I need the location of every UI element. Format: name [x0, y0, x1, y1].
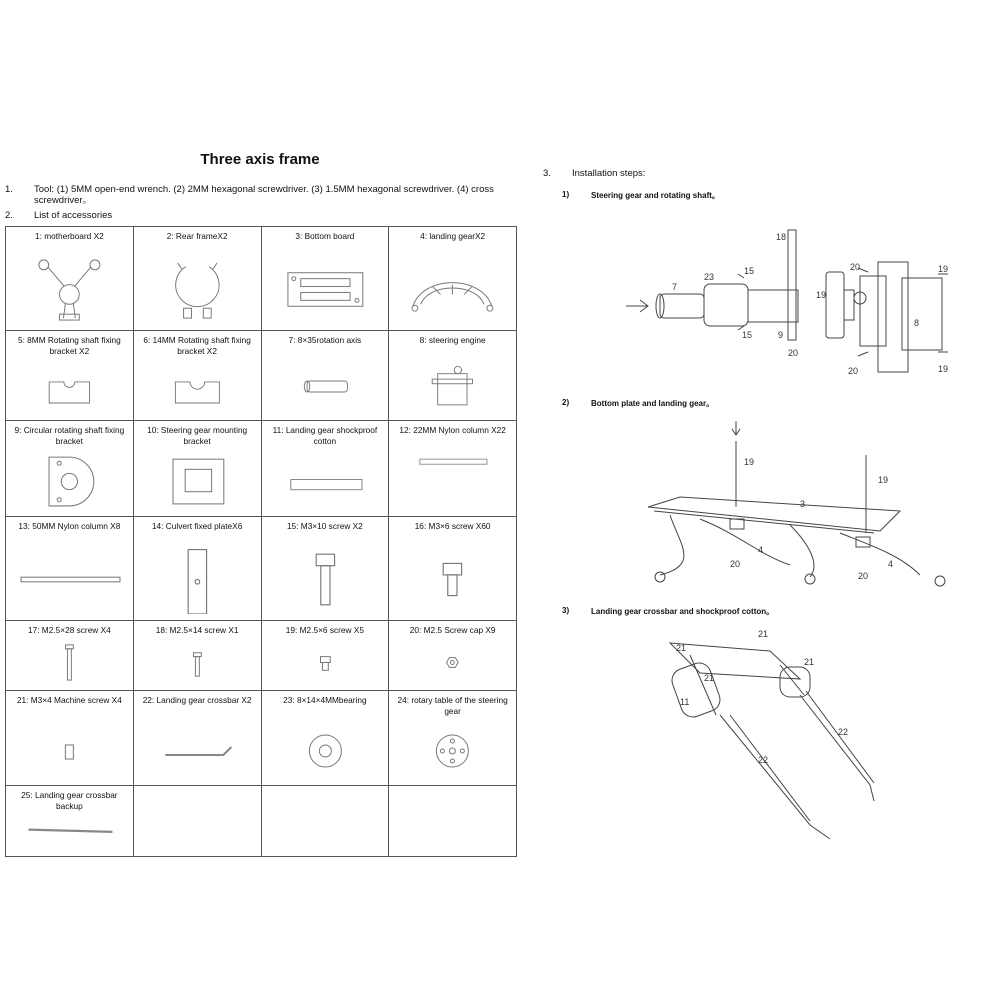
part-cell	[389, 421, 517, 517]
part-cell	[389, 621, 517, 691]
culvert-plate-drawing	[134, 545, 261, 614]
part-caption: 15: M3×10 screw X2	[286, 521, 363, 531]
part-cell	[6, 691, 134, 786]
part-caption: 4: landing gearX2	[420, 231, 486, 241]
shaft-bracket-14mm-drawing	[134, 359, 261, 414]
callout: 11	[680, 697, 690, 707]
part-cell	[133, 691, 261, 786]
bottom-board-drawing	[262, 255, 389, 324]
callout: 19	[878, 475, 889, 485]
callout: 19	[744, 457, 755, 467]
screw-m3x6-drawing	[389, 545, 516, 614]
part-caption	[262, 786, 389, 790]
callout: 23	[704, 272, 715, 282]
part-cell	[261, 421, 389, 517]
callout: 20	[858, 571, 869, 581]
crossbar-cotton-diagram	[660, 625, 880, 850]
part-caption: 3: Bottom board	[295, 231, 355, 241]
steering-mount-bracket-drawing	[134, 449, 261, 510]
part-cell	[261, 621, 389, 691]
part-caption: 16: M3×6 screw X60	[414, 521, 491, 531]
installation-heading: Installation steps:	[572, 168, 646, 179]
page-title: Three axis frame	[200, 151, 320, 168]
part-caption: 14: Culvert fixed plateX6	[151, 521, 243, 531]
tools-text: Tool: (1) 5MM open-end wrench. (2) 2MM hexagonal screwdriver. (3) 1.5MM hexagonal screwdriver. (4) cross screwdriver。	[34, 184, 494, 206]
part-caption: 20: M2.5 Screw cap X9	[409, 625, 496, 635]
list-heading: List of accessories	[34, 210, 113, 221]
part-caption: 10: Steering gear mounting bracket	[147, 425, 248, 446]
callout: 4	[758, 545, 764, 555]
part-caption: 9: Circular rotating shaft fixing bracket	[14, 425, 125, 446]
intro-num-2: 2.	[5, 210, 13, 221]
part-cell	[389, 691, 517, 786]
screw-m25x28-drawing	[6, 641, 133, 684]
part-cell	[261, 786, 389, 857]
part-cell	[133, 786, 261, 857]
part-caption: 13: 50MM Nylon column X8	[18, 521, 121, 531]
part-cell	[133, 421, 261, 517]
rotary-table-drawing	[389, 719, 516, 779]
callout: 3	[800, 499, 806, 509]
bottom-plate-diagram	[640, 415, 960, 595]
callout: 20	[788, 348, 799, 358]
screw-m25x6-drawing	[262, 641, 389, 684]
part-caption: 2: Rear frameX2	[166, 231, 228, 241]
callout: 9	[778, 330, 784, 340]
accessories-table	[5, 226, 517, 857]
part-cell	[261, 517, 389, 621]
step-3-num: 3)	[562, 606, 570, 615]
callout: 7	[672, 282, 678, 292]
callout: 20	[730, 559, 741, 569]
part-caption: 6: 14MM Rotating shaft fixing bracket X2	[143, 335, 251, 356]
part-caption: 24: rotary table of the steering gear	[397, 695, 508, 716]
part-caption	[134, 786, 261, 790]
part-caption: 19: M2.5×6 screw X5	[285, 625, 364, 635]
screw-m25x14-drawing	[134, 641, 261, 684]
shockproof-cotton-drawing	[262, 449, 389, 510]
part-caption: 7: 8×35rotation axis	[288, 335, 362, 345]
part-caption: 5: 8MM Rotating shaft fixing bracket X2	[17, 335, 121, 356]
part-caption: 17: M2.5×28 screw X4	[27, 625, 111, 635]
part-caption: 25: Landing gear crossbar backup	[21, 790, 118, 811]
part-cell	[6, 786, 134, 857]
landing-gear-drawing	[389, 255, 516, 324]
part-caption: 23: 8×14×4MMbearing	[283, 695, 367, 705]
part-caption: 1: motherboard X2	[35, 231, 104, 241]
part-cell	[6, 517, 134, 621]
shaft-bracket-8mm-drawing	[6, 359, 133, 414]
callout: 21	[676, 643, 687, 653]
step-3-title: Landing gear crossbar and shockproof cotton。	[591, 607, 775, 616]
callout: 15	[742, 330, 753, 340]
part-caption: 12: 22MM Nylon column X22	[399, 425, 506, 435]
callout: 19	[816, 290, 827, 300]
part-cell	[133, 331, 261, 421]
part-cell	[261, 331, 389, 421]
callout: 19	[938, 264, 949, 274]
nylon-column-50mm-drawing	[6, 545, 133, 614]
part-cell	[389, 517, 517, 621]
step-2-num: 2)	[562, 398, 570, 407]
part-caption: 11: Landing gear shockproof cotton	[272, 425, 378, 446]
callout: 20	[848, 366, 859, 376]
callout: 4	[888, 559, 894, 569]
screw-m3x10-drawing	[262, 545, 389, 614]
part-cell	[389, 331, 517, 421]
part-cell	[6, 331, 134, 421]
callout: 19	[938, 364, 949, 374]
part-cell	[261, 691, 389, 786]
callout: 20	[850, 262, 861, 272]
steering-engine-drawing	[389, 359, 516, 414]
step-2-title: Bottom plate and landing gear。	[591, 399, 715, 408]
callout: 21	[758, 629, 769, 639]
callout: 22	[758, 755, 769, 765]
callout: 22	[838, 727, 849, 737]
screw-cap-drawing	[389, 641, 516, 684]
part-cell	[133, 621, 261, 691]
step-1-num: 1)	[562, 190, 570, 199]
bearing-drawing	[262, 719, 389, 779]
part-caption: 8: steering engine	[419, 335, 486, 345]
part-cell	[6, 421, 134, 517]
part-caption: 21: M3×4 Machine screw X4	[16, 695, 122, 705]
crossbar-backup-drawing	[6, 816, 133, 850]
part-cell	[6, 621, 134, 691]
part-cell	[133, 517, 261, 621]
rotation-axis-drawing	[262, 359, 389, 414]
callout: 8	[914, 318, 920, 328]
circular-bracket-drawing	[6, 449, 133, 510]
part-cell	[389, 227, 517, 331]
part-cell	[133, 227, 261, 331]
callout: 15	[744, 266, 755, 276]
nylon-column-22mm-drawing	[389, 449, 516, 510]
landing-crossbar-drawing	[134, 719, 261, 779]
part-caption	[389, 786, 516, 790]
steering-shaft-diagram	[618, 222, 978, 382]
part-cell	[389, 786, 517, 857]
intro-num-1: 1.	[5, 184, 13, 195]
machine-screw-m3x4-drawing	[6, 719, 133, 779]
rear-frame-drawing	[134, 255, 261, 324]
part-caption: 22: Landing gear crossbar X2	[142, 695, 252, 705]
part-cell	[6, 227, 134, 331]
callout: 18	[776, 232, 787, 242]
step-1-title: Steering gear and rotating shaft。	[591, 191, 720, 200]
motherboard-drawing	[6, 255, 133, 324]
callout: 21	[804, 657, 815, 667]
section-num-3: 3.	[543, 168, 551, 179]
part-caption: 18: M2.5×14 screw X1	[155, 625, 239, 635]
callout: 21	[704, 673, 715, 683]
part-cell	[261, 227, 389, 331]
